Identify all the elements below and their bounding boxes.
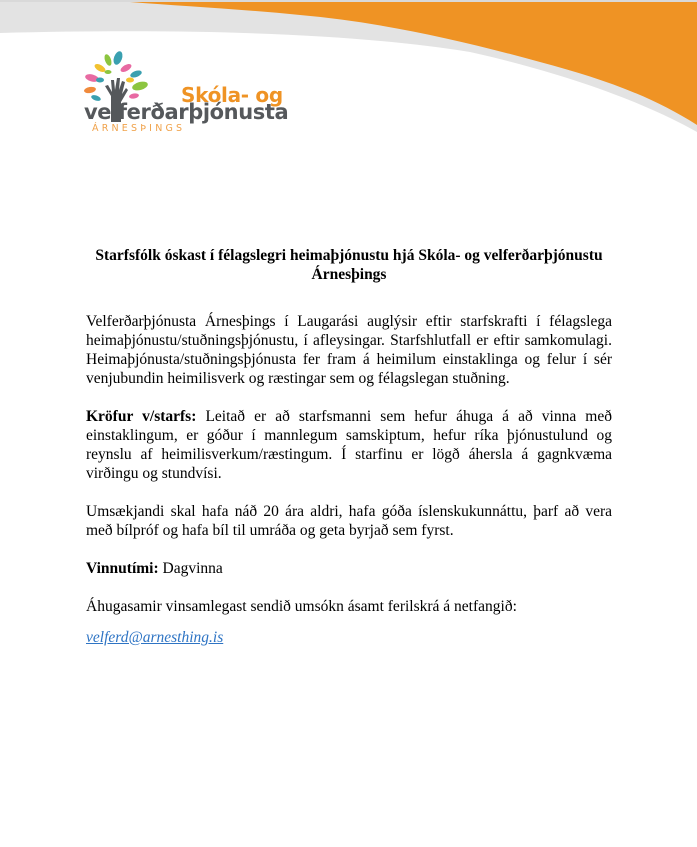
logo (78, 50, 308, 135)
document-title: Starfsfólk óskast í félagslegri heimaþjónustu hjá Skóla- og velferðarþjónustu Árnesþings (95, 247, 603, 283)
apply-paragraph: Áhugasamir vinsamlegast sendið umsókn ásamt ferilskrá á netfangið: (86, 598, 517, 615)
hours-paragraph (86, 559, 612, 578)
requirements-label: Kröfur v/starfs: (86, 408, 197, 425)
email-paragraph (86, 628, 612, 647)
hours-label: Vinnutími: (86, 560, 159, 577)
logo-text-skola: Skóla- og (181, 83, 283, 107)
requirements-text: Leitað er að starfsmanni sem hefur áhuga á að vinna með einstaklingum, er góður í mannlegum samskiptum, hefur ríka þjónustulund og reynslu af heimilisverkum/ræstingum. Í starfinu er lögð áhersla á gagnkvæma virðingu og stundvísi. (86, 408, 612, 482)
requirements-paragraph (86, 407, 612, 483)
hours-value: Dagvinna (158, 560, 223, 577)
logo-text-arnesthings: ÁRNESÞINGS (92, 123, 186, 134)
document-body (86, 246, 612, 647)
logo-text-velferd: velferðarþjónusta (84, 100, 289, 124)
intro-paragraph: Velferðarþjónusta Árnesþings í Laugarási auglýsir eftir starfskrafti í félagslega heimaþjónustu/stuðningsþjónustu, í afleysingar. Starfshlutfall er eftir samkomulagi. Heimaþjónusta/stuðningsþjónusta fer fram á heimilum einstaklinga og felur í sér venjubundin heimilisverk og ræstingar sem og félagslegan stuðning. (86, 313, 612, 387)
qualifications-paragraph: Umsækjandi skal hafa náð 20 ára aldri, hafa góða íslenskukunnáttu, þarf að vera með bílpróf og hafa bíl til umráða og geta byrjað sem fyrst. (86, 503, 612, 539)
email-link[interactable]: velferd@arnesthing.is (86, 629, 224, 646)
